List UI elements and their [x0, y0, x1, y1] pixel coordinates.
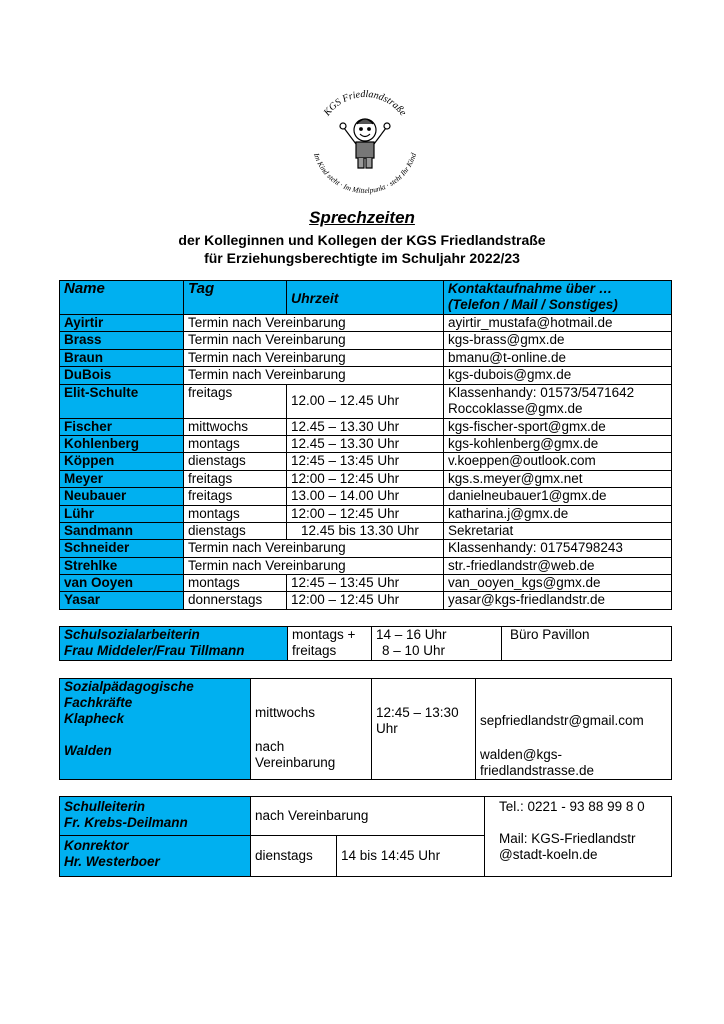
- pedagogy-roles-cell: [60, 679, 251, 780]
- time-cell: 12.45 – 13.30 Uhr: [287, 435, 444, 452]
- contact-cell: [444, 592, 672, 609]
- table-row: [60, 505, 672, 522]
- contact-value[interactable]: Sekretariat: [448, 522, 514, 538]
- day-cell: freitags: [184, 470, 287, 487]
- contact-cell: [444, 315, 672, 332]
- appointment-cell: Termin nach Vereinbarung: [184, 557, 444, 574]
- table-row: [60, 332, 672, 349]
- leadership-contact-cell: [485, 797, 672, 877]
- header-day: Tag: [184, 281, 287, 315]
- pedagogy-mail-cell: [476, 679, 672, 780]
- contact-value[interactable]: bmanu@t-online.de: [448, 349, 567, 365]
- day-cell: mittwochs: [184, 418, 287, 435]
- social-worker-days: [288, 627, 372, 661]
- day-cell: montags: [184, 575, 287, 592]
- teacher-name: Fischer: [60, 418, 184, 435]
- table-row: [60, 557, 672, 574]
- principal-appointment: nach Vereinbarung: [251, 797, 485, 836]
- contact-cell: [444, 505, 672, 522]
- page-title: Sprechzeiten: [309, 208, 415, 227]
- contact-value[interactable]: kgs-kohlenberg@gmx.de: [448, 435, 599, 451]
- teacher-name: Elit-Schulte: [60, 384, 184, 418]
- day-cell: dienstags: [184, 522, 287, 539]
- contact-cell: [444, 488, 672, 505]
- time-cell: 13.00 – 14.00 Uhr: [287, 488, 444, 505]
- contact-cell: [444, 435, 672, 452]
- svg-text:KGS Friedlandstraße: [321, 89, 409, 119]
- contact-cell: [444, 575, 672, 592]
- logo-arc-text: KGS Friedlandstraße: [321, 88, 409, 119]
- day-cell: freitags: [184, 488, 287, 505]
- teacher-name: Braun: [60, 349, 184, 366]
- teacher-name: Neubauer: [60, 488, 184, 505]
- child-figure-icon: [340, 119, 390, 168]
- teacher-name: DuBois: [60, 367, 184, 384]
- contact-value[interactable]: v.koeppen@outlook.com: [448, 453, 596, 469]
- pedagogy-mail-2b[interactable]: friedlandstrasse.de: [480, 763, 595, 778]
- teacher-name: Kohlenberg: [60, 435, 184, 452]
- contact-value[interactable]: kgs-brass@gmx.de: [448, 332, 565, 348]
- vice-principal-cell: [60, 836, 251, 877]
- school-mail-a[interactable]: Mail: KGS-Friedlandstr: [499, 831, 636, 846]
- table-row: [60, 575, 672, 592]
- social-worker-names: Frau Middeler/Frau Tillmann: [64, 643, 245, 658]
- day-cell: montags: [184, 435, 287, 452]
- time-cell: 12.00 – 12.45 Uhr: [287, 384, 444, 418]
- pedagogy-day-2a: nach: [255, 739, 285, 754]
- time-cell: 12:00 – 12:45 Uhr: [287, 592, 444, 609]
- time-cell: 12.45 – 13.30 Uhr: [287, 418, 444, 435]
- social-days-1: montags +: [292, 627, 356, 642]
- contact-value[interactable]: van_ooyen_kgs@gmx.de: [448, 575, 601, 591]
- contact-cell: [444, 453, 672, 470]
- table-row: [60, 384, 672, 418]
- contact-cell: [444, 332, 672, 349]
- header-contact: [444, 281, 672, 315]
- table-row: [60, 540, 672, 557]
- day-cell: dienstags: [184, 453, 287, 470]
- appointment-cell: Termin nach Vereinbarung: [184, 540, 444, 557]
- day-cell: freitags: [184, 384, 287, 418]
- contact-value-2[interactable]: Roccoklasse@gmx.de: [448, 400, 583, 416]
- contact-value[interactable]: danielneubauer1@gmx.de: [448, 488, 607, 504]
- teacher-name: Köppen: [60, 453, 184, 470]
- social-time-2: 8 – 10 Uhr: [382, 643, 446, 658]
- table-header-row: [60, 281, 672, 315]
- appointment-cell: Termin nach Vereinbarung: [184, 315, 444, 332]
- vice-principal-time: 14 bis 14:45 Uhr: [337, 836, 485, 877]
- subtitle-line-1: der Kolleginnen und Kollegen der KGS Friedlandstraße: [178, 232, 546, 248]
- pedagogy-day-2b: Vereinbarung: [255, 755, 336, 770]
- appointment-cell: Termin nach Vereinbarung: [184, 332, 444, 349]
- social-worker-place: Büro Pavillon: [502, 627, 672, 661]
- appointment-cell: Termin nach Vereinbarung: [184, 367, 444, 384]
- table-row: [60, 349, 672, 366]
- pedagogy-name-1: Klapheck: [64, 711, 125, 726]
- contact-cell: [444, 557, 672, 574]
- pedagogy-role-2: Fachkräfte: [64, 695, 133, 710]
- vice-principal-day: dienstags: [251, 836, 337, 877]
- logo-ring-text: Im Kind steht · Im Mittelpunkt · steht Ihr Kind: [311, 151, 419, 196]
- table-row: [60, 592, 672, 609]
- teacher-name: Brass: [60, 332, 184, 349]
- contact-cell: [444, 418, 672, 435]
- pedagogy-days-cell: [251, 679, 372, 780]
- contact-cell: [444, 540, 672, 557]
- school-mail-b[interactable]: @stadt-koeln.de: [499, 847, 598, 862]
- contact-cell: [444, 522, 672, 539]
- leadership-table: [59, 796, 672, 877]
- table-row: [60, 315, 672, 332]
- teacher-name: Ayirtir: [60, 315, 184, 332]
- teacher-name: Lühr: [60, 505, 184, 522]
- social-worker-role: Schulsozialarbeiterin: [64, 627, 200, 642]
- pedagogy-mail-1[interactable]: sepfriedlandstr@gmail.com: [480, 713, 644, 728]
- school-phone: Tel.: 0221 - 93 88 99 8 0: [499, 799, 645, 814]
- vice-principal-name: Hr. Westerboer: [64, 854, 160, 869]
- principal-cell: [60, 797, 251, 836]
- principal-role: Schulleiterin: [64, 799, 146, 814]
- social-worker-cell: [60, 627, 288, 661]
- school-logo: [300, 82, 430, 202]
- principal-name: Fr. Krebs-Deilmann: [64, 815, 188, 830]
- table-row: [60, 522, 672, 539]
- contact-cell: [444, 470, 672, 487]
- social-time-1: 14 – 16 Uhr: [376, 627, 447, 642]
- time-cell: 12:45 – 13:45 Uhr: [287, 575, 444, 592]
- contact-value[interactable]: katharina.j@gmx.de: [448, 505, 569, 521]
- table-row: [60, 435, 672, 452]
- contact-cell: [444, 367, 672, 384]
- teacher-name: Meyer: [60, 470, 184, 487]
- contact-value[interactable]: Klassenhandy: 01754798243: [448, 540, 623, 556]
- header-contact-line2: (Telefon / Mail / Sonstiges): [448, 297, 618, 312]
- social-worker-table: [59, 626, 672, 661]
- vice-principal-role: Konrektor: [64, 838, 129, 853]
- pedagogy-role-1: Sozialpädagogische: [64, 679, 194, 694]
- table-row: [60, 470, 672, 487]
- subtitle-line-2: für Erziehungsberechtigte im Schuljahr 2022/23: [204, 250, 520, 266]
- header-name: Name: [60, 281, 184, 315]
- contact-value[interactable]: kgs.s.meyer@gmx.net: [448, 470, 583, 486]
- teacher-name: van Ooyen: [60, 575, 184, 592]
- table-row: [60, 367, 672, 384]
- teacher-name: Schneider: [60, 540, 184, 557]
- teacher-name: Strehlke: [60, 557, 184, 574]
- time-cell: 12:00 – 12:45 Uhr: [287, 470, 444, 487]
- contact-cell: [444, 349, 672, 366]
- time-cell: 12:45 – 13:45 Uhr: [287, 453, 444, 470]
- header-contact-line1: Kontaktaufnahme über …: [448, 281, 613, 296]
- contact-value[interactable]: str.-friedlandstr@web.de: [448, 557, 595, 573]
- day-cell: donnerstags: [184, 592, 287, 609]
- pedagogy-time: 12:45 – 13:30 Uhr: [372, 679, 476, 780]
- contact-value[interactable]: yasar@kgs-friedlandstr.de: [448, 592, 606, 608]
- appointment-cell: Termin nach Vereinbarung: [184, 349, 444, 366]
- pedagogy-day-1: mittwochs: [255, 705, 316, 720]
- table-row: [60, 453, 672, 470]
- contact-value[interactable]: kgs-fischer-sport@gmx.de: [448, 418, 606, 434]
- pedagogy-name-2: Walden: [64, 743, 112, 758]
- contact-value[interactable]: Klassenhandy: 01573/5471642: [448, 384, 635, 400]
- time-cell: 12.45 bis 13.30 Uhr: [287, 522, 444, 539]
- contact-value[interactable]: ayirtir_mustafa@hotmail.de: [448, 315, 613, 330]
- header-time: Uhrzeit: [287, 281, 444, 315]
- pedagogy-mail-2a[interactable]: walden@kgs-: [480, 747, 562, 762]
- teacher-name: Yasar: [60, 592, 184, 609]
- time-cell: 12:00 – 12:45 Uhr: [287, 505, 444, 522]
- office-hours-table: [59, 280, 672, 610]
- teacher-name: Sandmann: [60, 522, 184, 539]
- pedagogy-table: [59, 678, 672, 780]
- social-worker-times: [372, 627, 502, 661]
- day-cell: montags: [184, 505, 287, 522]
- contact-cell: [444, 384, 672, 418]
- contact-value[interactable]: kgs-dubois@gmx.de: [448, 367, 572, 383]
- social-days-2: freitags: [292, 643, 337, 658]
- table-row: [60, 488, 672, 505]
- table-row: [60, 418, 672, 435]
